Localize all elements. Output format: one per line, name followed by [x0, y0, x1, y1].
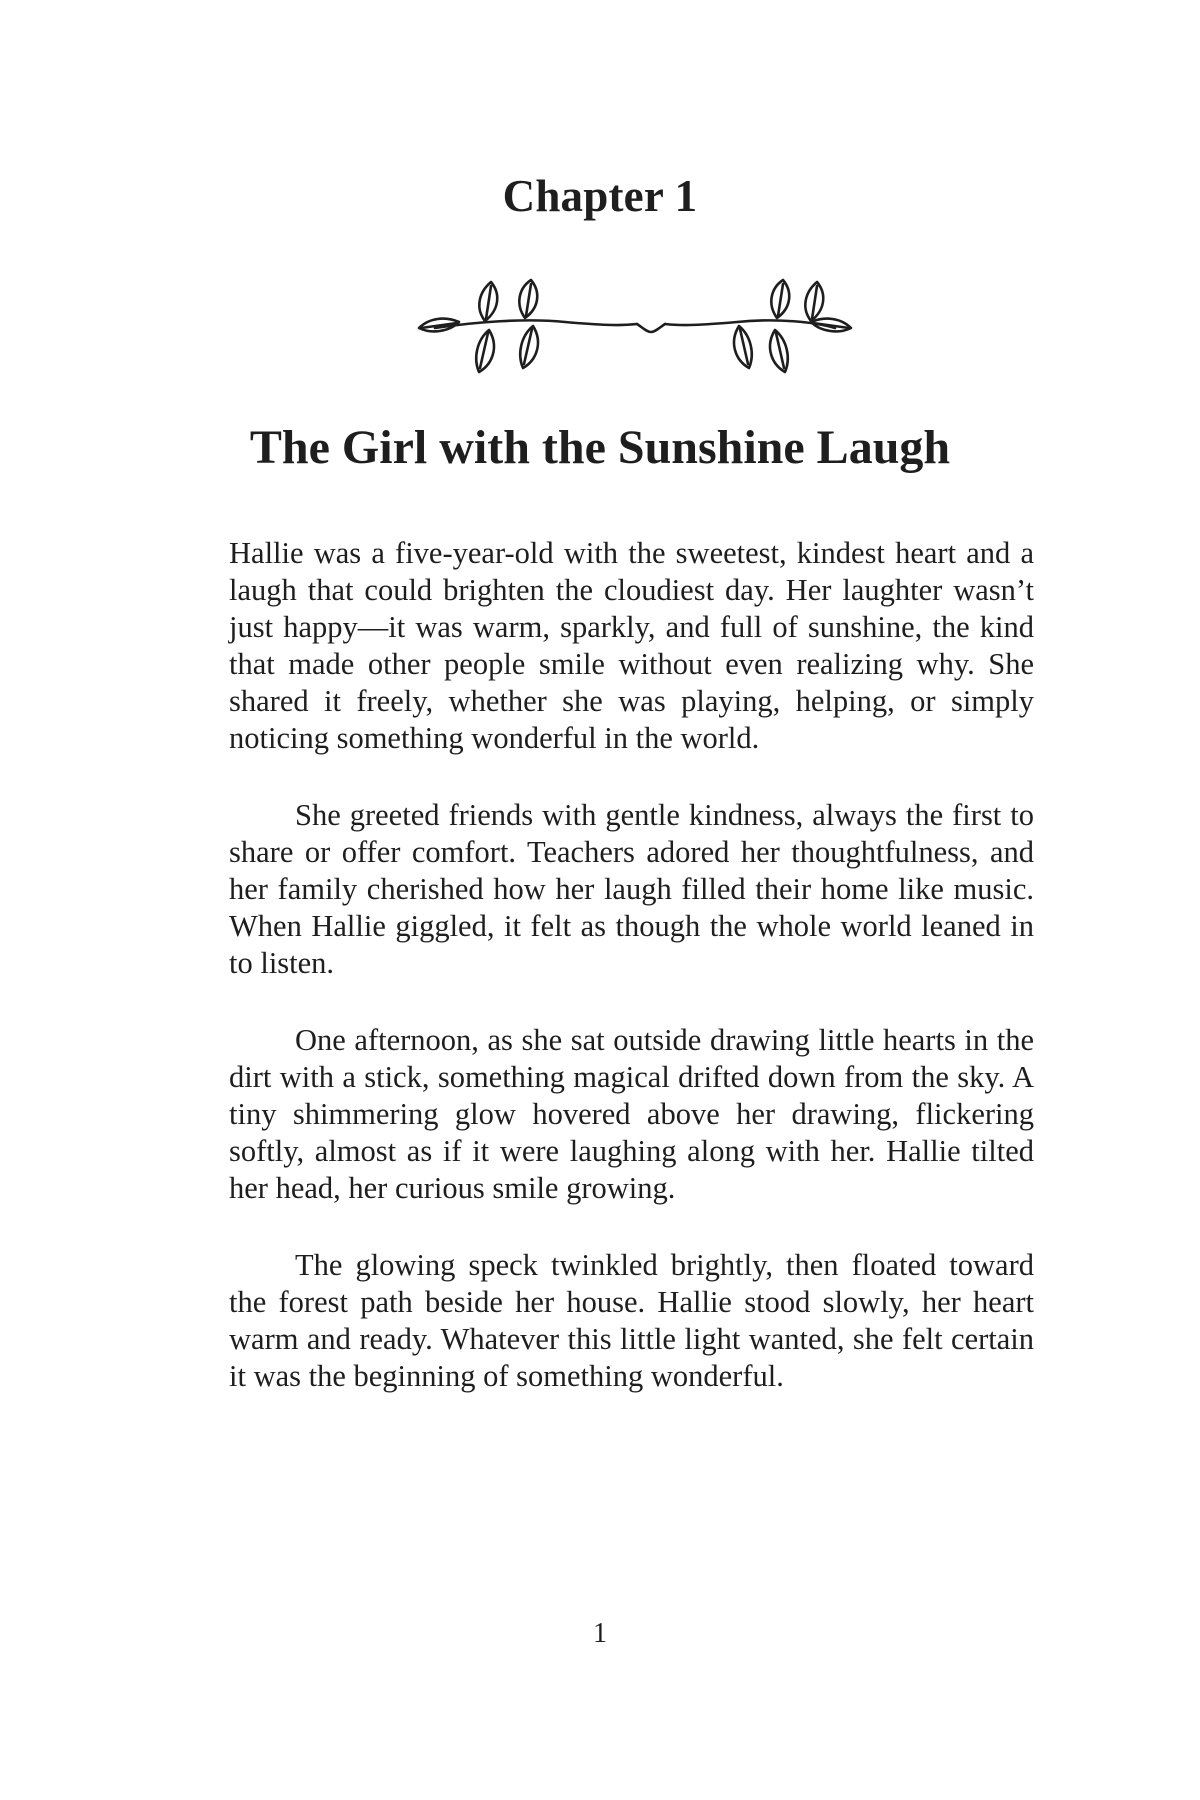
chapter-label: Chapter 1	[502, 171, 698, 221]
divider-center	[637, 324, 665, 332]
paragraph: Hallie was a five-year-old with the sweetest, kindest heart and a laugh that could brighten the cloudiest day. Her laughter wasn’t just happy—it was warm, sparkly, and full of sunshine, the kind that made other people smile without even realizing why. She shared it freely, whether she was playing, helping, or simply noticing something wonderful in the world.	[229, 536, 1034, 755]
chapter-title: The Girl with the Sunshine Laugh	[249, 421, 951, 474]
page-number: 1	[593, 1618, 607, 1649]
right-laurel-branch	[665, 280, 851, 372]
left-laurel-branch	[419, 280, 637, 372]
paragraph: One afternoon, as she sat outside drawing little hearts in the dirt with a stick, something magical drifted down from the sky. A tiny shimmering glow hovered above her drawing, flickering softly, almost as if it were laughing along with her. Hallie tilted her head, her curious smile growing.	[229, 1023, 1034, 1205]
paragraph: She greeted friends with gentle kindness, always the first to share or offer comfort. Teachers adored her thoughtfulness, and her family cherished how her laugh filled their home like music. When Hallie giggled, it felt as though the whole world leaned in to listen.	[229, 798, 1034, 980]
paragraph: The glowing speck twinkled brightly, then floated toward the forest path beside her house. Hallie stood slowly, her heart warm and ready. Whatever this little light wanted, she felt certain it was the beginning of something wonderful.	[229, 1248, 1034, 1393]
laurel-divider-icon	[415, 278, 855, 378]
chapter-body	[229, 535, 1034, 1435]
